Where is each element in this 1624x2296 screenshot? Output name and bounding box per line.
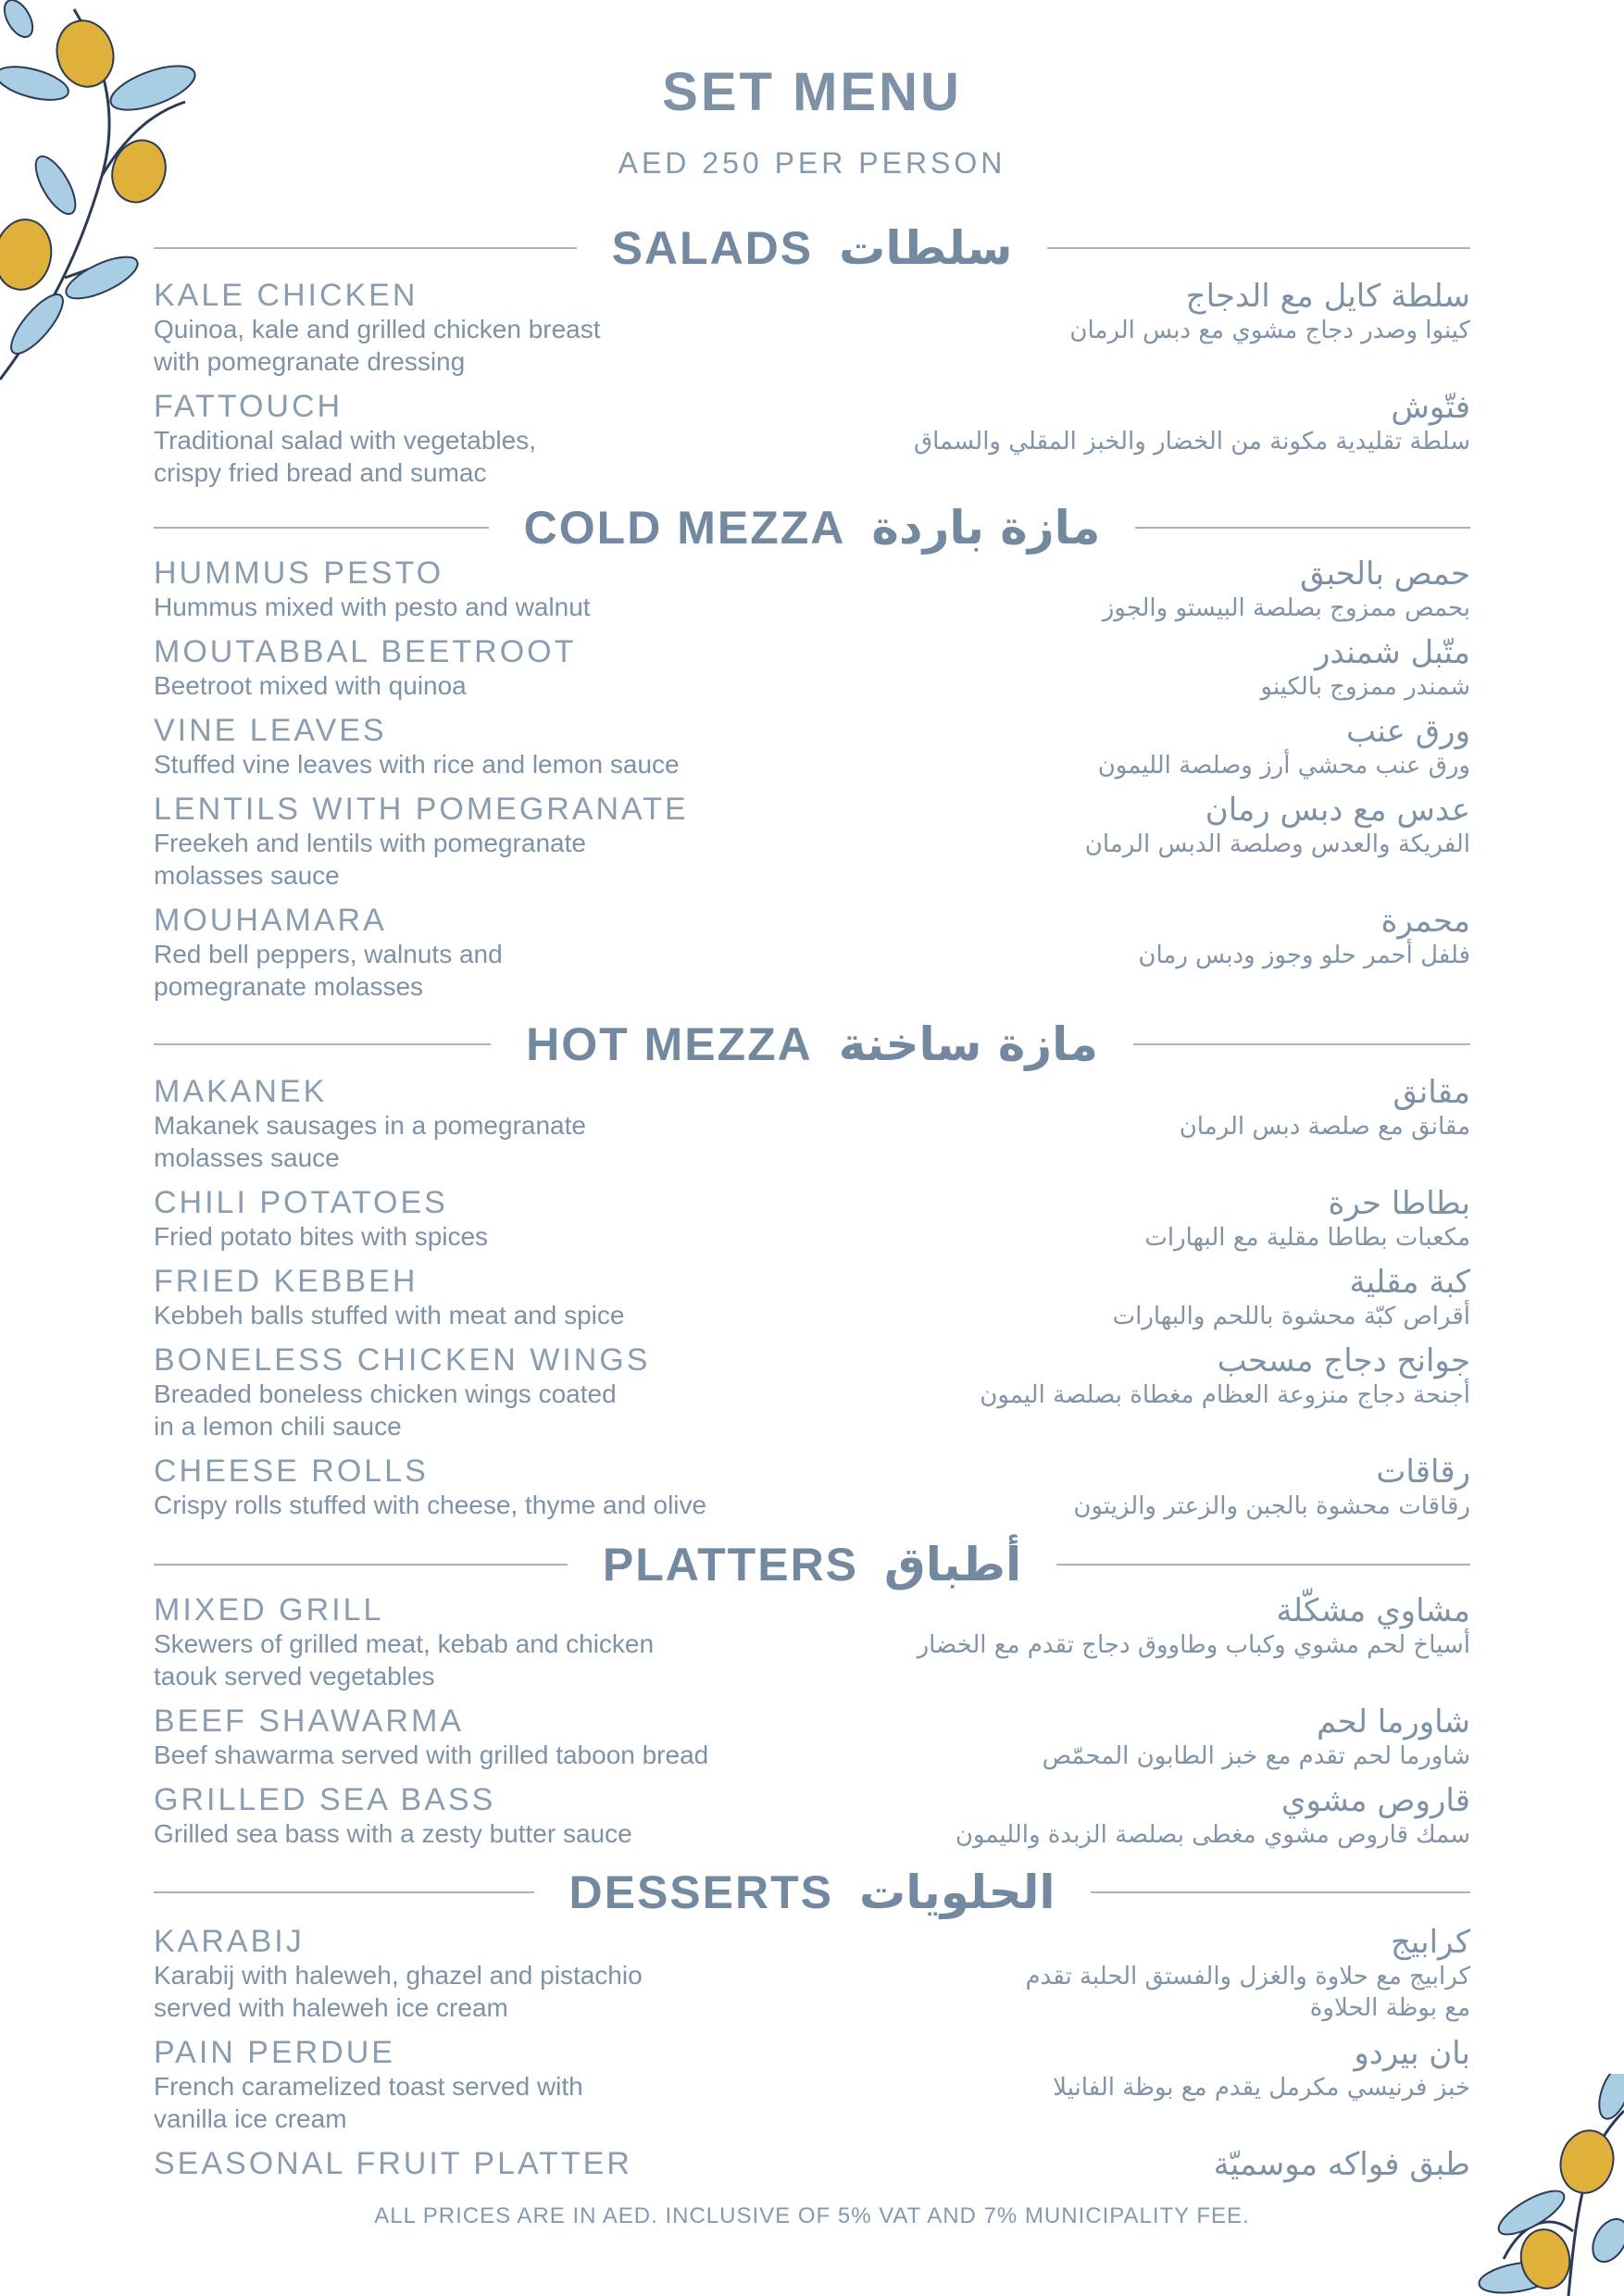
- section-title-en: PLATTERS: [602, 1539, 859, 1591]
- item-desc-en: Red bell peppers, walnuts and pomegranate molasses: [154, 940, 503, 1001]
- item-name-en: MOUHAMARA: [154, 903, 387, 938]
- item-desc-en: Crispy rolls stuffed with cheese, thyme and olive: [154, 1491, 707, 1519]
- item-name-ar: كبة مقلية: [1349, 1264, 1470, 1301]
- item-name-en: PAIN PERDUE: [154, 2035, 395, 2070]
- item-desc-ar: الفريكة والعدس وصلصة الدبس الرمان: [1084, 830, 1470, 858]
- item-name-ar: شاورما لحم: [1317, 1703, 1470, 1741]
- menu-title: SET MENU: [662, 62, 962, 122]
- item-name-ar: قاروص مشوي: [1280, 1782, 1470, 1819]
- item-name-en: GRILLED SEA BASS: [154, 1782, 496, 1817]
- item-name-ar: محمرة: [1380, 903, 1470, 940]
- section-header-hot-mezza: [154, 1015, 1470, 1074]
- item-name-ar: كرابيج: [1390, 1924, 1470, 1961]
- item-desc-ar: كينوا وصدر دجاج مشوي مع دبس الرمان: [1069, 317, 1470, 344]
- divider-line: [1047, 247, 1470, 249]
- item-desc-en: Freekeh and lentils with pomegranate molasses sauce: [154, 829, 586, 890]
- item-name-ar: مقانق: [1393, 1074, 1470, 1111]
- item-name-en: FATTOUCH: [154, 389, 344, 424]
- section-title-en: DESSERTS: [568, 1866, 834, 1918]
- divider-line: [154, 1564, 568, 1566]
- item-name-ar: بان بيردو: [1354, 2035, 1470, 2072]
- footer-note: ALL PRICES ARE IN AED. INCLUSIVE OF 5% VAT AND 7% MUNICIPALITY FEE.: [374, 2203, 1250, 2228]
- section-title-ar: الحلويات: [859, 1866, 1056, 1919]
- item-name-ar: مشاوي مشكّلة: [1276, 1592, 1470, 1629]
- divider-line: [1091, 1891, 1471, 1893]
- item-desc-ar: شاورما لحم تقدم مع خبز الطابون المحمّص: [1042, 1742, 1470, 1770]
- item-name-ar: بطاطا حرة: [1328, 1185, 1470, 1222]
- item-name-en: KARABIJ: [154, 1924, 305, 1959]
- divider-line: [154, 1043, 491, 1045]
- item-name-ar: سلطة كايل مع الدجاج: [1185, 278, 1470, 315]
- item-name-en: CHILI POTATOES: [154, 1185, 448, 1220]
- item-desc-en: Grilled sea bass with a zesty butter sauce: [154, 1819, 632, 1848]
- item-name-ar: فتّوش: [1391, 389, 1470, 426]
- section-title-en: HOT MEZZA: [526, 1018, 813, 1070]
- item-name-en: MOUTABBAL BEETROOT: [154, 634, 577, 669]
- item-name-en: MIXED GRILL: [154, 1592, 384, 1628]
- section-title-en: COLD MEZZA: [523, 502, 846, 554]
- section-title-ar: مازة باردة: [871, 501, 1101, 555]
- item-name-en: VINE LEAVES: [154, 713, 387, 748]
- item-name-en: LENTILS WITH POMEGRANATE: [154, 792, 689, 827]
- item-name-en: KALE CHICKEN: [154, 278, 418, 313]
- item-desc-en: Karabij with haleweh, ghazel and pistachio served with haleweh ice cream: [154, 1961, 643, 2022]
- item-name-ar: جوانح دجاج مسحب: [1217, 1342, 1470, 1379]
- item-name-en: CHEESE ROLLS: [154, 1454, 429, 1489]
- item-name-ar: حمص بالحبق: [1300, 555, 1470, 593]
- item-desc-ar: خبز فرنيسي مكرمل يقدم مع بوظة الفانيلا: [1053, 2074, 1470, 2102]
- item-desc-en: Stuffed vine leaves with rice and lemon sauce: [154, 750, 680, 779]
- item-name-en: MAKANEK: [154, 1074, 328, 1109]
- item-name-en: SEASONAL FRUIT PLATTER: [154, 2146, 632, 2181]
- item-desc-en: Quinoa, kale and grilled chicken breast with pomegranate dressing: [154, 315, 601, 376]
- section-header-cold-mezza: [154, 498, 1470, 557]
- menu-price: AED 250 PER PERSON: [618, 146, 1006, 180]
- divider-line: [154, 527, 489, 529]
- section-header-salads: [154, 218, 1470, 278]
- item-name-en: BEEF SHAWARMA: [154, 1703, 464, 1739]
- divider-line: [1056, 1564, 1470, 1566]
- item-desc-en: Traditional salad with vegetables, crispy fried bread and sumac: [154, 426, 536, 487]
- section-title-ar: سلطات: [839, 221, 1013, 275]
- item-name-ar: ورق عنب: [1346, 713, 1470, 750]
- item-desc-ar: كرابيج مع حلاوة والغزل والفستق الحلبة تقدم مع بوظة الحلاوة: [1025, 1963, 1470, 2022]
- divider-line: [1133, 1043, 1470, 1045]
- divider-line: [154, 1891, 534, 1893]
- item-desc-en: Breaded boneless chicken wings coated in a lemon chili sauce: [154, 1379, 617, 1441]
- item-desc-en: Beef shawarma served with grilled taboon bread: [154, 1741, 709, 1769]
- divider-line: [154, 247, 577, 249]
- item-desc-ar: أسياخ لحم مشوي وكباب وطاووق دجاج تقدم مع الخضار: [917, 1631, 1470, 1659]
- item-desc-ar: مقانق مع صلصة دبس الرمان: [1179, 1113, 1470, 1141]
- lemon-branch-illustration-bottom-right: [1476, 2074, 1624, 2296]
- item-desc-ar: أجنحة دجاج منزوعة العظام مغطاة بصلصة اليمون: [980, 1381, 1470, 1409]
- item-name-en: BONELESS CHICKEN WINGS: [154, 1342, 651, 1378]
- section-header-desserts: [154, 1863, 1470, 1922]
- item-desc-en: Kebbeh balls stuffed with meat and spice: [154, 1301, 625, 1329]
- item-desc-ar: سلطة تقليدية مكونة من الخضار والخبز المقلي والسماق: [913, 428, 1470, 455]
- item-desc-ar: سمك قاروص مشوي مغطى بصلصة الزبدة والليمون: [955, 1821, 1470, 1849]
- item-name-ar: رقاقات: [1376, 1454, 1470, 1491]
- item-name-ar: طبق فواكه موسميّة: [1213, 2146, 1470, 2183]
- divider-line: [1135, 527, 1470, 529]
- item-name-ar: متّبل شمندر: [1315, 634, 1470, 671]
- item-name-en: HUMMUS PESTO: [154, 555, 444, 591]
- item-desc-en: French caramelized toast served with vanilla ice cream: [154, 2072, 583, 2133]
- section-header-platters: [154, 1535, 1470, 1594]
- section-title-ar: مازة ساخنة: [838, 1017, 1098, 1071]
- item-desc-en: Hummus mixed with pesto and walnut: [154, 593, 591, 621]
- item-desc-en: Skewers of grilled meat, kebab and chicken taouk served vegetables: [154, 1629, 655, 1691]
- item-desc-ar: ورق عنب محشي أرز وصلصة الليمون: [1097, 752, 1470, 780]
- item-name-ar: عدس مع دبس رمان: [1205, 792, 1470, 829]
- item-name-en: FRIED KEBBEH: [154, 1264, 418, 1299]
- item-desc-en: Beetroot mixed with quinoa: [154, 671, 467, 700]
- item-desc-ar: فلفل أحمر حلو وجوز ودبس رمان: [1138, 942, 1470, 969]
- item-desc-ar: بحمص ممزوج بصلصة البيستو والجوز: [1102, 594, 1470, 622]
- item-desc-en: Makanek sausages in a pomegranate molasses sauce: [154, 1111, 586, 1172]
- item-desc-ar: رقاقات محشوة بالجبن والزعتر والزيتون: [1073, 1492, 1470, 1520]
- section-title-ar: أطباق: [884, 1538, 1022, 1591]
- item-desc-ar: مكعبات بطاطا مقلية مع البهارات: [1144, 1224, 1470, 1252]
- item-desc-en: Fried potato bites with spices: [154, 1222, 489, 1251]
- item-desc-ar: أقراص كبّة محشوة باللحم والبهارات: [1112, 1303, 1470, 1330]
- item-desc-ar: شمندر ممزوج بالكينو: [1260, 673, 1470, 701]
- section-title-en: SALADS: [611, 222, 814, 274]
